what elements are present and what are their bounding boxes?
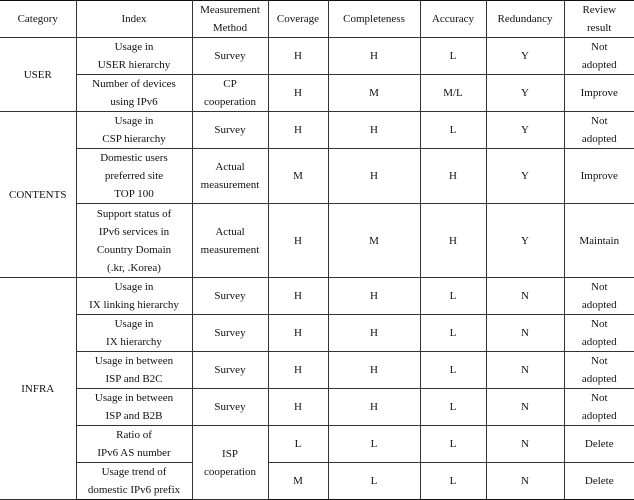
table-row xyxy=(0,352,634,389)
completeness-cell: L xyxy=(328,463,420,500)
review-cell: Not adopted xyxy=(564,315,634,352)
header-row xyxy=(0,1,634,38)
category-cell: CONTENTS xyxy=(0,112,76,278)
index-cell: Usage in IX hierarchy xyxy=(76,315,192,352)
accuracy-cell: L xyxy=(420,278,486,315)
index-cell: Usage in USER hierarchy xyxy=(76,38,192,75)
coverage-cell: H xyxy=(268,38,328,75)
table-row xyxy=(0,149,634,204)
accuracy-cell: L xyxy=(420,112,486,149)
coverage-cell: H xyxy=(268,112,328,149)
index-cell: Usage in between ISP and B2B xyxy=(76,389,192,426)
accuracy-cell: M/L xyxy=(420,75,486,112)
index-cell: Usage in between ISP and B2C xyxy=(76,352,192,389)
review-cell: Not adopted xyxy=(564,38,634,75)
completeness-cell: H xyxy=(328,389,420,426)
coverage-cell: H xyxy=(268,389,328,426)
completeness-cell: H xyxy=(328,352,420,389)
table-row xyxy=(0,204,634,278)
method-cell: Survey xyxy=(192,278,268,315)
method-cell: Survey xyxy=(192,352,268,389)
completeness-cell: H xyxy=(328,38,420,75)
header-redundancy: Redundancy xyxy=(486,1,564,38)
accuracy-cell: H xyxy=(420,204,486,278)
accuracy-cell: H xyxy=(420,149,486,204)
redundancy-cell: N xyxy=(486,389,564,426)
index-cell: Usage trend of domestic IPv6 prefix xyxy=(76,463,192,500)
accuracy-cell: L xyxy=(420,426,486,463)
method-cell: Survey xyxy=(192,389,268,426)
completeness-cell: H xyxy=(328,278,420,315)
method-cell: CP cooperation xyxy=(192,75,268,112)
review-cell: Not adopted xyxy=(564,352,634,389)
redundancy-cell: N xyxy=(486,278,564,315)
table-row xyxy=(0,38,634,75)
review-cell: Delete xyxy=(564,426,634,463)
review-cell: Not adopted xyxy=(564,278,634,315)
review-cell: Not adopted xyxy=(564,389,634,426)
accuracy-cell: L xyxy=(420,463,486,500)
completeness-cell: H xyxy=(328,149,420,204)
index-cell: Ratio of IPv6 AS number xyxy=(76,426,192,463)
completeness-cell: M xyxy=(328,204,420,278)
completeness-cell: H xyxy=(328,315,420,352)
header-measurement-method: Measurement Method xyxy=(192,1,268,38)
header-coverage: Coverage xyxy=(268,1,328,38)
review-cell: Improve xyxy=(564,75,634,112)
index-cell: Support status of IPv6 services in Country Domain (.kr, .Korea) xyxy=(76,204,192,278)
method-cell: Survey xyxy=(192,315,268,352)
method-cell: Survey xyxy=(192,38,268,75)
accuracy-cell: L xyxy=(420,315,486,352)
redundancy-cell: Y xyxy=(486,204,564,278)
method-cell: Actual measurement xyxy=(192,149,268,204)
table-row xyxy=(0,75,634,112)
table-row xyxy=(0,315,634,352)
table-row xyxy=(0,278,634,315)
review-cell: Improve xyxy=(564,149,634,204)
redundancy-cell: N xyxy=(486,463,564,500)
review-cell: Not adopted xyxy=(564,112,634,149)
index-cell: Usage in CSP hierarchy xyxy=(76,112,192,149)
completeness-cell: M xyxy=(328,75,420,112)
table-row xyxy=(0,426,634,463)
completeness-cell: H xyxy=(328,112,420,149)
redundancy-cell: N xyxy=(486,352,564,389)
accuracy-cell: L xyxy=(420,352,486,389)
redundancy-cell: Y xyxy=(486,112,564,149)
index-cell: Number of devices using IPv6 xyxy=(76,75,192,112)
redundancy-cell: Y xyxy=(486,75,564,112)
index-cell: Domestic users preferred site TOP 100 xyxy=(76,149,192,204)
method-cell: Actual measurement xyxy=(192,204,268,278)
method-cell: ISP cooperation xyxy=(192,426,268,500)
header-accuracy: Accuracy xyxy=(420,1,486,38)
redundancy-cell: N xyxy=(486,426,564,463)
header-completeness: Completeness xyxy=(328,1,420,38)
coverage-cell: H xyxy=(268,204,328,278)
table-row xyxy=(0,463,634,500)
accuracy-cell: L xyxy=(420,389,486,426)
header-category: Category xyxy=(0,1,76,38)
review-cell: Delete xyxy=(564,463,634,500)
category-cell: USER xyxy=(0,38,76,112)
coverage-cell: H xyxy=(268,278,328,315)
coverage-cell: L xyxy=(268,426,328,463)
redundancy-cell: Y xyxy=(486,149,564,204)
accuracy-cell: L xyxy=(420,38,486,75)
redundancy-cell: Y xyxy=(486,38,564,75)
completeness-cell: L xyxy=(328,426,420,463)
category-cell: INFRA xyxy=(0,278,76,500)
coverage-cell: H xyxy=(268,75,328,112)
table-row xyxy=(0,112,634,149)
header-review-result: Review result xyxy=(564,1,634,38)
header-index: Index xyxy=(76,1,192,38)
method-cell: Survey xyxy=(192,112,268,149)
coverage-cell: M xyxy=(268,463,328,500)
review-cell: Maintain xyxy=(564,204,634,278)
coverage-cell: H xyxy=(268,352,328,389)
index-cell: Usage in IX linking hierarchy xyxy=(76,278,192,315)
redundancy-cell: N xyxy=(486,315,564,352)
coverage-cell: M xyxy=(268,149,328,204)
coverage-cell: H xyxy=(268,315,328,352)
table-row xyxy=(0,389,634,426)
